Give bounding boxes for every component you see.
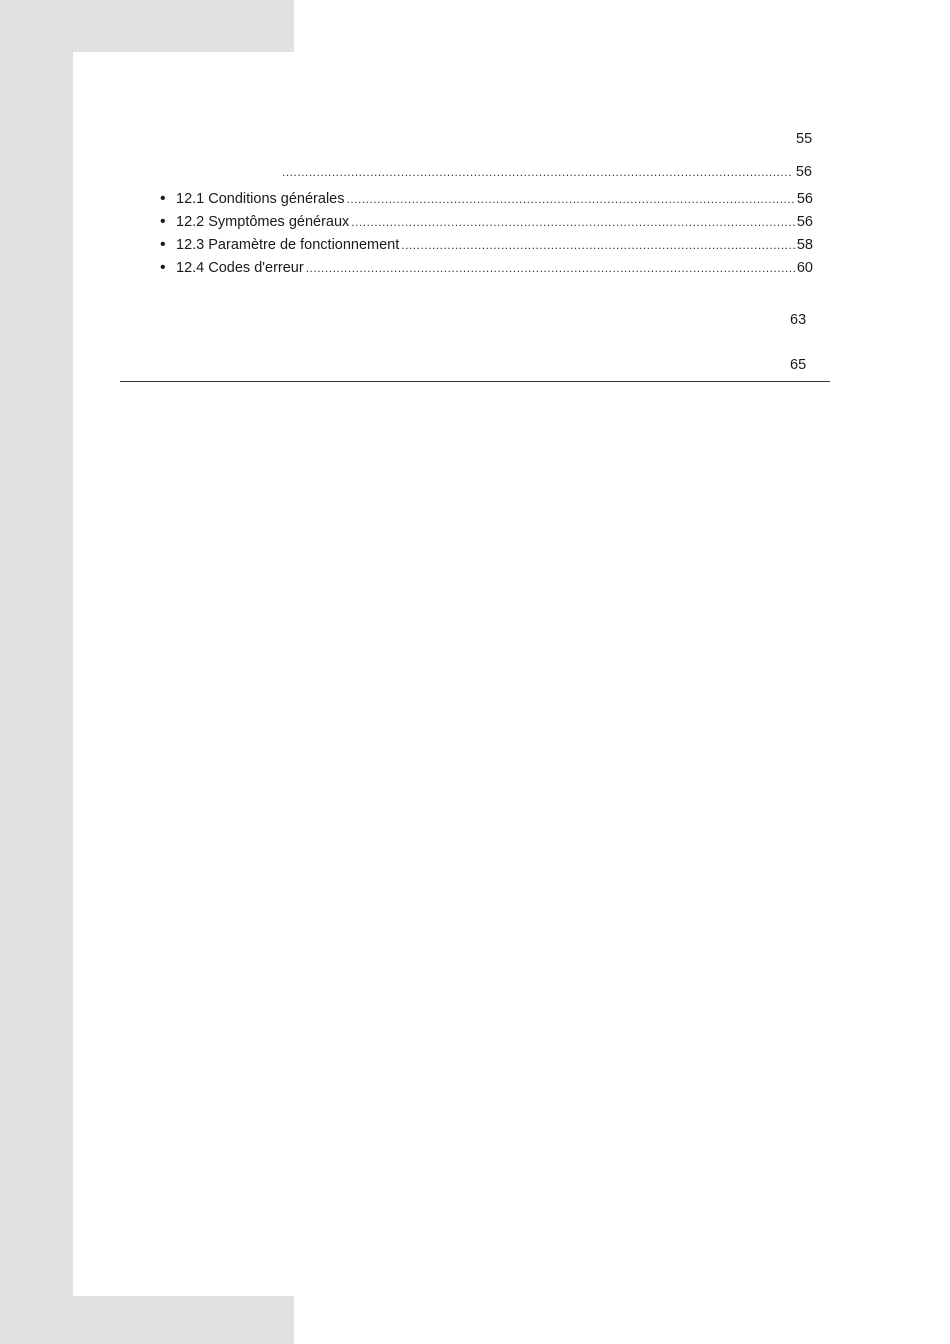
toc-entry-label: 12.3 Paramètre de fonctionnement [176,237,400,253]
toc-page-number: 65 [790,357,807,373]
toc-page-number: 63 [790,312,807,328]
bullet-icon: • [160,236,166,253]
toc-entry-label: 12.4 Codes d'erreur [176,260,304,276]
toc-entry[interactable] [160,213,813,231]
horizontal-rule [120,381,830,382]
toc-heading-entry[interactable] [282,163,812,181]
toc-entry[interactable] [160,190,813,208]
toc-leader-dots [282,163,793,181]
toc-entry-label: 12.2 Symptômes généraux [176,214,350,230]
toc-entry[interactable] [160,236,813,254]
toc-leader-dots [401,236,795,254]
toc-entry-page: 56 [796,191,813,207]
bullet-icon: • [160,259,166,276]
toc-page-number: 55 [796,131,813,147]
toc-entry[interactable] [160,259,813,277]
toc-leader-dots [346,190,794,208]
bullet-icon: • [160,190,166,207]
toc-entry-page: 56 [796,214,813,230]
toc-entry-label: 12.1 Conditions générales [176,191,345,207]
bullet-icon: • [160,213,166,230]
toc-entry-page: 56 [795,164,812,180]
toc-leader-dots [306,259,795,277]
toc-entry-page: 60 [796,260,813,276]
toc-leader-dots [351,213,795,231]
toc-entry-page: 58 [796,237,813,253]
